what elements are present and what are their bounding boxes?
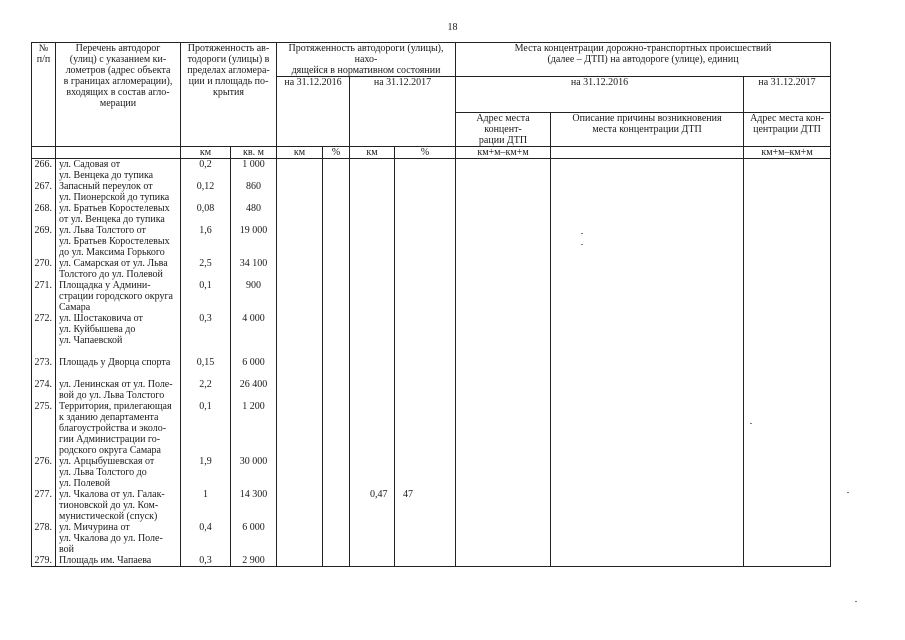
area-sq-m: 480 bbox=[231, 203, 277, 225]
dtp-2016-address bbox=[456, 203, 551, 225]
norm-2017-pct bbox=[395, 313, 456, 357]
norm-2017-pct bbox=[395, 522, 456, 555]
road-name: ул. Мичурина от ул. Чкалова до ул. Поле- вой bbox=[56, 522, 181, 555]
dtp-2016-description bbox=[551, 522, 744, 555]
norm-2017-pct bbox=[395, 357, 456, 379]
header-norm-2016: на 31.12.2016 bbox=[277, 77, 350, 147]
area-sq-m: 26 400 bbox=[231, 379, 277, 401]
table-row bbox=[32, 522, 831, 555]
header-addr-2016: Адрес места концент- рации ДТП bbox=[456, 113, 551, 147]
road-name: ул. Льва Толстого от ул. Братьев Коростелевых до ул. Максима Горького bbox=[56, 225, 181, 258]
norm-2017-pct bbox=[395, 280, 456, 313]
header-normative: Протяженность автодороги (улицы), нахо- дящейся в нормативном состоянии bbox=[277, 43, 456, 77]
row-number: 269. bbox=[32, 225, 56, 258]
header-addr-2017: Адрес места кон- центрации ДТП bbox=[744, 113, 831, 147]
length-km: 0,1 bbox=[181, 280, 231, 313]
norm-2016-km bbox=[277, 522, 323, 555]
unit-addr-2016: км+м–км+м bbox=[456, 147, 551, 159]
unit-cell-empty bbox=[56, 147, 181, 159]
dtp-2016-address bbox=[456, 357, 551, 379]
norm-2016-pct bbox=[323, 456, 350, 489]
dtp-2017-address bbox=[744, 159, 831, 182]
dtp-2016-address bbox=[456, 522, 551, 555]
dtp-2016-address bbox=[456, 280, 551, 313]
header-norm-2017: на 31.12.2017 bbox=[350, 77, 456, 147]
header-dtp: Места концентрации дорожно-транспортных происшествий (далее – ДТП) на автодороге (улице), единиц bbox=[456, 43, 831, 77]
row-number: 266. bbox=[32, 159, 56, 182]
length-km: 1 bbox=[181, 489, 231, 522]
table-row bbox=[32, 225, 831, 258]
dtp-2016-description bbox=[551, 379, 744, 401]
dtp-2017-address bbox=[744, 181, 831, 203]
table-row bbox=[32, 159, 831, 182]
norm-2016-pct bbox=[323, 225, 350, 258]
dtp-2016-address bbox=[456, 401, 551, 456]
dtp-2016-address bbox=[456, 258, 551, 280]
row-number: 274. bbox=[32, 379, 56, 401]
unit-km: км bbox=[277, 147, 323, 159]
norm-2017-km bbox=[350, 522, 395, 555]
area-sq-m: 6 000 bbox=[231, 357, 277, 379]
table-body bbox=[32, 159, 831, 567]
norm-2017-km bbox=[350, 379, 395, 401]
row-number: 276. bbox=[32, 456, 56, 489]
table-row bbox=[32, 555, 831, 567]
table-row bbox=[32, 280, 831, 313]
unit-pct: % bbox=[395, 147, 456, 159]
area-sq-m: 19 000 bbox=[231, 225, 277, 258]
scan-speck bbox=[855, 601, 857, 602]
norm-2016-km bbox=[277, 357, 323, 379]
norm-2016-pct bbox=[323, 522, 350, 555]
norm-2017-km bbox=[350, 456, 395, 489]
norm-2017-pct bbox=[395, 401, 456, 456]
unit-pct: % bbox=[323, 147, 350, 159]
norm-2017-km bbox=[350, 280, 395, 313]
row-number: 271. bbox=[32, 280, 56, 313]
dtp-2016-address bbox=[456, 181, 551, 203]
area-sq-m: 14 300 bbox=[231, 489, 277, 522]
dtp-2017-address bbox=[744, 258, 831, 280]
norm-2016-pct bbox=[323, 555, 350, 567]
table-row bbox=[32, 456, 831, 489]
road-name: Территория, прилегающая к зданию департамента благоустройства и эколо- гии Администрации го- родского округа Самара bbox=[56, 401, 181, 456]
header-num: № п/п bbox=[32, 43, 56, 147]
header-length: Протяженность ав- тодороги (улицы) в пределах агломера- ции и площадь по- крытия bbox=[181, 43, 277, 147]
dtp-2017-address bbox=[744, 379, 831, 401]
dtp-2016-address bbox=[456, 159, 551, 182]
norm-2016-pct bbox=[323, 401, 350, 456]
norm-2017-pct bbox=[395, 159, 456, 182]
table-row bbox=[32, 489, 831, 522]
area-sq-m: 860 bbox=[231, 181, 277, 203]
length-km: 0,08 bbox=[181, 203, 231, 225]
road-name: ул. Братьев Коростелевых от ул. Венцека до тупика bbox=[56, 203, 181, 225]
norm-2017-pct: 47 bbox=[395, 489, 456, 522]
norm-2017-km bbox=[350, 159, 395, 182]
norm-2016-km bbox=[277, 181, 323, 203]
page-number: 18 bbox=[447, 22, 458, 33]
norm-2016-km bbox=[277, 555, 323, 567]
table-row bbox=[32, 379, 831, 401]
road-name: ул. Арцыбушевская от ул. Льва Толстого до ул. Полевой bbox=[56, 456, 181, 489]
area-sq-m: 30 000 bbox=[231, 456, 277, 489]
length-km: 1,6 bbox=[181, 225, 231, 258]
area-sq-m: 34 100 bbox=[231, 258, 277, 280]
dtp-2017-address bbox=[744, 357, 831, 379]
norm-2016-km bbox=[277, 159, 323, 182]
norm-2016-km bbox=[277, 258, 323, 280]
length-km: 2,2 bbox=[181, 379, 231, 401]
table-row bbox=[32, 313, 831, 357]
row-number: 278. bbox=[32, 522, 56, 555]
norm-2017-km bbox=[350, 357, 395, 379]
norm-2017-km bbox=[350, 313, 395, 357]
length-km: 0,1 bbox=[181, 401, 231, 456]
norm-2016-pct bbox=[323, 379, 350, 401]
header-name: Перечень автодорог (улиц) с указанием ки- лометров (адрес объекта в границах агломерации), входящих в состав агло- мерации bbox=[56, 43, 181, 147]
length-km: 0,2 bbox=[181, 159, 231, 182]
length-km: 1,9 bbox=[181, 456, 231, 489]
road-name: ул. Ленинская от ул. Поле- вой до ул. Льва Толстого bbox=[56, 379, 181, 401]
norm-2016-km bbox=[277, 379, 323, 401]
norm-2016-pct bbox=[323, 258, 350, 280]
dtp-2017-address bbox=[744, 280, 831, 313]
scan-speck bbox=[581, 233, 583, 234]
road-name: Площадь им. Чапаева bbox=[56, 555, 181, 567]
area-sq-m: 1 000 bbox=[231, 159, 277, 182]
header-dtp-2016: на 31.12.2016 bbox=[456, 77, 744, 113]
dtp-2016-address bbox=[456, 489, 551, 522]
scan-speck bbox=[847, 492, 849, 493]
norm-2016-km bbox=[277, 456, 323, 489]
table-row bbox=[32, 357, 831, 379]
area-sq-m: 900 bbox=[231, 280, 277, 313]
norm-2017-pct bbox=[395, 181, 456, 203]
dtp-2016-description bbox=[551, 280, 744, 313]
norm-2017-pct bbox=[395, 258, 456, 280]
length-km: 0,4 bbox=[181, 522, 231, 555]
norm-2016-km bbox=[277, 203, 323, 225]
norm-2017-km bbox=[350, 225, 395, 258]
dtp-2016-description bbox=[551, 225, 744, 258]
table-header bbox=[32, 43, 831, 159]
area-sq-m: 4 000 bbox=[231, 313, 277, 357]
row-number: 277. bbox=[32, 489, 56, 522]
dtp-2016-description bbox=[551, 489, 744, 522]
norm-2017-pct bbox=[395, 379, 456, 401]
unit-km: км bbox=[181, 147, 231, 159]
dtp-2016-address bbox=[456, 456, 551, 489]
dtp-2016-description bbox=[551, 555, 744, 567]
area-sq-m: 6 000 bbox=[231, 522, 277, 555]
dtp-2016-description bbox=[551, 258, 744, 280]
scan-speck bbox=[581, 244, 583, 245]
dtp-2016-description bbox=[551, 181, 744, 203]
unit-cell-empty bbox=[32, 147, 56, 159]
unit-addr-2017: км+м–км+м bbox=[744, 147, 831, 159]
norm-2016-km bbox=[277, 313, 323, 357]
norm-2017-pct bbox=[395, 203, 456, 225]
table-row bbox=[32, 181, 831, 203]
row-number: 275. bbox=[32, 401, 56, 456]
dtp-2016-description bbox=[551, 159, 744, 182]
road-name: ул. Садовая от ул. Венцека до тупика bbox=[56, 159, 181, 182]
dtp-2016-description bbox=[551, 456, 744, 489]
table-row bbox=[32, 258, 831, 280]
norm-2016-pct bbox=[323, 357, 350, 379]
road-name: Площадь у Дворца спорта bbox=[56, 357, 181, 379]
dtp-2017-address bbox=[744, 456, 831, 489]
dtp-2016-address bbox=[456, 555, 551, 567]
length-km: 0,12 bbox=[181, 181, 231, 203]
road-name: ул. Шостаковича от ул. Куйбышева до ул. Чапаевской bbox=[56, 313, 181, 357]
norm-2017-km bbox=[350, 203, 395, 225]
dtp-2017-address bbox=[744, 489, 831, 522]
unit-km: км bbox=[350, 147, 395, 159]
dtp-2017-address bbox=[744, 203, 831, 225]
dtp-2017-address bbox=[744, 225, 831, 258]
norm-2016-km bbox=[277, 225, 323, 258]
row-number: 272. bbox=[32, 313, 56, 357]
norm-2016-km bbox=[277, 489, 323, 522]
norm-2017-km bbox=[350, 401, 395, 456]
unit-sq: кв. м bbox=[231, 147, 277, 159]
norm-2016-pct bbox=[323, 203, 350, 225]
dtp-2016-address bbox=[456, 379, 551, 401]
area-sq-m: 2 900 bbox=[231, 555, 277, 567]
unit-cell-empty bbox=[551, 147, 744, 159]
norm-2017-pct bbox=[395, 555, 456, 567]
table-row bbox=[32, 401, 831, 456]
dtp-2017-address bbox=[744, 555, 831, 567]
norm-2016-km bbox=[277, 280, 323, 313]
header-dtp-2017: на 31.12.2017 bbox=[744, 77, 831, 113]
norm-2017-pct bbox=[395, 225, 456, 258]
row-number: 273. bbox=[32, 357, 56, 379]
scan-speck bbox=[750, 423, 752, 424]
norm-2016-pct bbox=[323, 313, 350, 357]
dtp-2016-description bbox=[551, 313, 744, 357]
dtp-2016-address bbox=[456, 313, 551, 357]
dtp-2016-address bbox=[456, 225, 551, 258]
dtp-2017-address bbox=[744, 313, 831, 357]
table-row bbox=[32, 203, 831, 225]
row-number: 267. bbox=[32, 181, 56, 203]
dtp-2016-description bbox=[551, 401, 744, 456]
length-km: 0,3 bbox=[181, 313, 231, 357]
dtp-2017-address bbox=[744, 522, 831, 555]
header-desc-2016: Описание причины возникновения места концентрации ДТП bbox=[551, 113, 744, 147]
dtp-2016-description bbox=[551, 357, 744, 379]
norm-2016-pct bbox=[323, 159, 350, 182]
dtp-2016-description bbox=[551, 203, 744, 225]
length-km: 0,15 bbox=[181, 357, 231, 379]
road-name: Запасный переулок от ул. Пионерской до тупика bbox=[56, 181, 181, 203]
norm-2016-pct bbox=[323, 489, 350, 522]
road-name: ул. Самарская от ул. Льва Толстого до ул. Полевой bbox=[56, 258, 181, 280]
road-name: ул. Чкалова от ул. Галак- тионовской до ул. Ком- мунистической (спуск) bbox=[56, 489, 181, 522]
norm-2017-km bbox=[350, 555, 395, 567]
road-name: Площадка у Админи- страции городского округа Самара bbox=[56, 280, 181, 313]
norm-2017-pct bbox=[395, 456, 456, 489]
area-sq-m: 1 200 bbox=[231, 401, 277, 456]
norm-2017-km bbox=[350, 181, 395, 203]
row-number: 279. bbox=[32, 555, 56, 567]
norm-2017-km bbox=[350, 258, 395, 280]
length-km: 0,3 bbox=[181, 555, 231, 567]
row-number: 268. bbox=[32, 203, 56, 225]
length-km: 2,5 bbox=[181, 258, 231, 280]
norm-2016-pct bbox=[323, 181, 350, 203]
dtp-2017-address bbox=[744, 401, 831, 456]
row-number: 270. bbox=[32, 258, 56, 280]
norm-2017-km: 0,47 bbox=[350, 489, 395, 522]
roads-table bbox=[31, 42, 831, 567]
norm-2016-km bbox=[277, 401, 323, 456]
norm-2016-pct bbox=[323, 280, 350, 313]
